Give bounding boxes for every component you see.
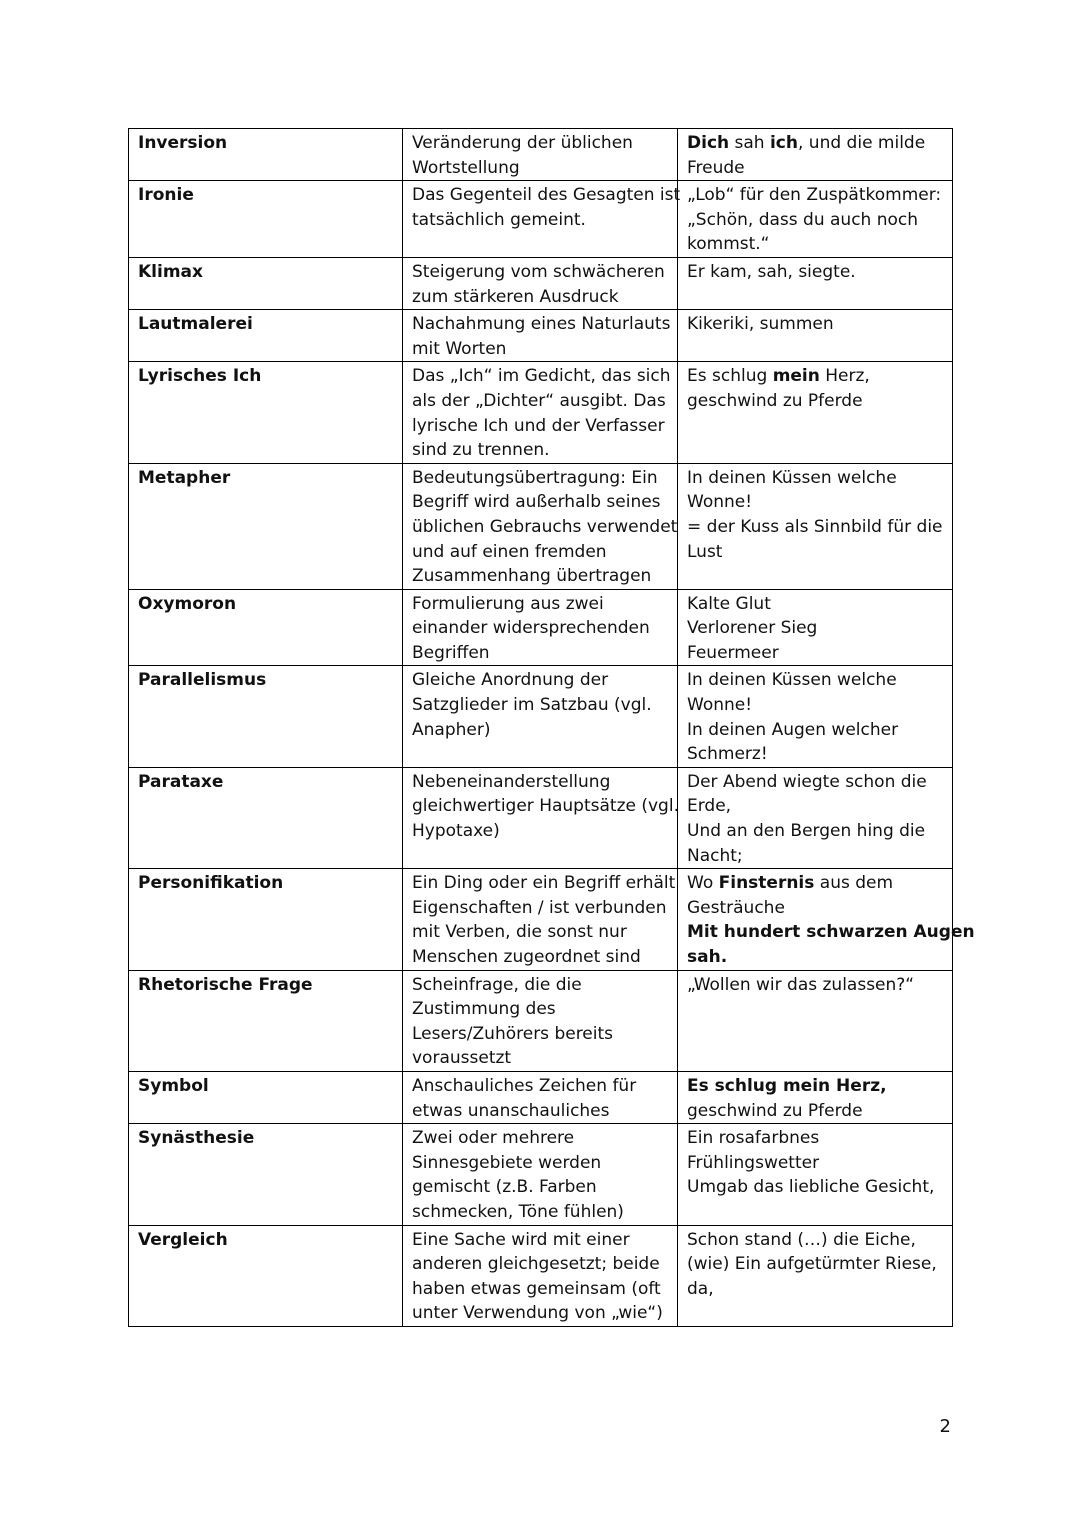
- example-text: Schmerz!: [687, 744, 768, 765]
- example-cell: [678, 463, 953, 589]
- definition-line: Begriffen: [412, 642, 490, 663]
- term-label: Oxymoron: [138, 593, 237, 614]
- example-text: In deinen Augen welcher: [687, 719, 899, 740]
- definition-line: Anapher): [412, 719, 491, 740]
- example-cell: [678, 869, 975, 970]
- example-emphasis: Es schlug mein Herz,: [687, 1075, 887, 1096]
- table-row: [129, 589, 953, 666]
- table-body: [129, 129, 975, 1327]
- definition-line: lyrische Ich und der Verfasser: [412, 415, 665, 436]
- rhetorical-devices-table: [128, 128, 975, 1327]
- example-cell: [678, 1071, 953, 1123]
- example-text: Es schlug: [687, 366, 773, 387]
- definition-line: voraussetzt: [412, 1048, 512, 1069]
- definition-line: tatsächlich gemeint.: [412, 209, 586, 230]
- definition-cell: [403, 1124, 678, 1225]
- term-label: Personifikation: [138, 873, 284, 894]
- definition-line: Veränderung der üblichen: [412, 133, 633, 153]
- table-row: [129, 1124, 953, 1225]
- example-text: geschwind zu Pferde: [687, 1100, 863, 1121]
- definition-cell: [403, 257, 678, 309]
- term-label: Inversion: [138, 133, 228, 153]
- example-cell: [678, 589, 953, 666]
- definition-line: Nachahmung eines Naturlauts: [412, 314, 671, 335]
- table-row: [129, 970, 953, 1071]
- example-text: Kalte Glut: [687, 593, 771, 614]
- definition-line: Wortstellung: [412, 157, 520, 178]
- example-text: Kikeriki, summen: [687, 314, 834, 335]
- definition-line: mit Verben, die sonst nur: [412, 922, 627, 943]
- definition-line: haben etwas gemeinsam (oft: [412, 1278, 661, 1299]
- example-cell: [678, 362, 953, 463]
- table-row: [129, 767, 953, 868]
- example-cell: [678, 181, 953, 258]
- example-text: Erde,: [687, 796, 732, 817]
- term-cell: [129, 310, 403, 362]
- definition-line: Das „Ich“ im Gedicht, das sich: [412, 366, 671, 387]
- example-line: [687, 364, 943, 389]
- definition-line: Zwei oder mehrere: [412, 1128, 575, 1149]
- definition-line: und auf einen fremden: [412, 541, 607, 562]
- example-line: [687, 945, 943, 970]
- definition-cell: [403, 463, 678, 589]
- example-line: [687, 871, 943, 896]
- example-line: [687, 260, 943, 285]
- definition-cell: [403, 589, 678, 666]
- definition-line: Eine Sache wird mit einer: [412, 1229, 630, 1250]
- definition-line: als der „Dichter“ ausgibt. Das: [412, 390, 666, 411]
- example-cell: [678, 257, 953, 309]
- example-line: [687, 973, 943, 998]
- term-label: Parallelismus: [138, 670, 267, 691]
- example-line: [687, 1151, 943, 1176]
- term-cell: [129, 1225, 403, 1326]
- definition-line: Nebeneinanderstellung: [412, 771, 611, 792]
- definition-line: Zustimmung des: [412, 999, 556, 1020]
- term-cell: [129, 869, 403, 970]
- definition-line: einander widersprechenden: [412, 618, 650, 639]
- term-label: Symbol: [138, 1075, 209, 1096]
- definition-line: Satzglieder im Satzbau (vgl.: [412, 695, 652, 716]
- example-text: In deinen Küssen welche: [687, 467, 897, 488]
- term-label: Parataxe: [138, 771, 224, 792]
- example-text: Der Abend wiegte schon die: [687, 771, 927, 792]
- example-text: „Schön, dass du auch noch: [687, 209, 919, 230]
- example-text: „Wollen wir das zulassen?“: [687, 974, 915, 995]
- example-line: [687, 1074, 943, 1099]
- example-text: Herz,: [819, 366, 870, 387]
- table-row: [129, 869, 953, 970]
- example-emphasis: Dich: [687, 133, 730, 153]
- example-text: kommst.“: [687, 234, 770, 255]
- definition-cell: [403, 129, 678, 181]
- example-text: sah: [729, 133, 770, 153]
- example-emphasis: Mit hundert schwarzen Augen: [687, 922, 975, 943]
- term-label: Metapher: [138, 467, 231, 488]
- example-line: [687, 920, 975, 945]
- definition-line: üblichen Gebrauchs verwendet: [412, 516, 678, 537]
- definition-line: unter Verwendung von „wie“): [412, 1303, 663, 1324]
- example-emphasis: sah.: [687, 947, 728, 967]
- example-line: [687, 1175, 943, 1200]
- example-cell: [678, 1124, 953, 1225]
- example-text: Verlorener Sieg: [687, 618, 818, 639]
- definition-line: Lesers/Zuhörers bereits: [412, 1023, 614, 1044]
- example-cell: [678, 1225, 953, 1326]
- example-line: [687, 1252, 943, 1277]
- definition-line: sind zu trennen.: [412, 440, 550, 461]
- definition-line: mit Worten: [412, 338, 507, 359]
- term-cell: [129, 362, 403, 463]
- example-line: [687, 183, 943, 208]
- definition-line: Eigenschaften / ist verbunden: [412, 897, 667, 918]
- example-line: [687, 515, 943, 540]
- example-line: [687, 896, 943, 921]
- definition-line: Bedeutungsübertragung: Ein: [412, 467, 658, 488]
- definition-line: Anschauliches Zeichen für: [412, 1075, 637, 1096]
- definition-line: Sinnesgebiete werden: [412, 1152, 602, 1173]
- definition-cell: [403, 181, 681, 258]
- example-line: [687, 208, 943, 233]
- table-row: [129, 463, 953, 589]
- example-line: [687, 770, 943, 795]
- definition-line: zum stärkeren Ausdruck: [412, 286, 619, 307]
- table-row: [129, 310, 953, 362]
- example-line: [687, 668, 943, 693]
- table-row: [129, 181, 953, 258]
- example-text: Wonne!: [687, 695, 753, 716]
- example-emphasis: Finsternis: [718, 873, 815, 894]
- definition-cell: [403, 310, 678, 362]
- example-line: [687, 718, 943, 743]
- term-cell: [129, 129, 403, 181]
- example-cell: [678, 970, 953, 1071]
- term-label: Lautmalerei: [138, 314, 253, 335]
- example-text: aus dem: [814, 873, 894, 894]
- example-line: [687, 693, 943, 718]
- definition-line: Zusammenhang übertragen: [412, 566, 652, 587]
- term-cell: [129, 463, 403, 589]
- table-row: [129, 257, 953, 309]
- example-text: Umgab das liebliche Gesicht,: [687, 1177, 935, 1198]
- example-text: Frühlingswetter: [687, 1152, 820, 1173]
- example-line: [687, 389, 943, 414]
- definition-cell: [403, 666, 678, 767]
- example-text: , und die milde: [798, 133, 926, 153]
- example-line: [687, 232, 943, 257]
- example-line: [687, 1277, 943, 1302]
- example-text: Wonne!: [687, 492, 753, 513]
- example-text: Ein rosafarbnes: [687, 1128, 820, 1149]
- example-cell: [678, 310, 953, 362]
- definition-cell: [403, 869, 678, 970]
- example-line: [687, 592, 943, 617]
- example-line: [687, 742, 943, 767]
- example-text: Feuermeer: [687, 642, 779, 663]
- definition-line: anderen gleichgesetzt; beide: [412, 1254, 660, 1275]
- term-cell: [129, 767, 403, 868]
- term-label: Ironie: [138, 185, 194, 206]
- term-label: Lyrisches Ich: [138, 366, 262, 387]
- example-line: [687, 819, 943, 844]
- example-line: [687, 1126, 943, 1151]
- term-label: Klimax: [138, 261, 203, 282]
- example-line: [687, 540, 943, 565]
- term-cell: [129, 1124, 403, 1225]
- example-line: [687, 312, 943, 337]
- table-row: [129, 362, 953, 463]
- example-cell: [678, 129, 953, 181]
- table-row: [129, 666, 953, 767]
- definition-line: Das Gegenteil des Gesagten ist: [412, 185, 681, 206]
- example-text: (wie) Ein aufgetürmter Riese,: [687, 1254, 937, 1275]
- example-line: [687, 794, 943, 819]
- term-label: Rhetorische Frage: [138, 974, 313, 995]
- example-text: Gesträuche: [687, 897, 785, 918]
- definition-line: schmecken, Töne fühlen): [412, 1201, 624, 1222]
- example-text: Freude: [687, 157, 745, 178]
- example-line: [687, 490, 943, 515]
- definition-line: Scheinfrage, die die: [412, 974, 582, 995]
- definition-cell: [403, 1225, 678, 1326]
- example-line: [687, 1099, 943, 1124]
- definition-cell: [403, 767, 678, 868]
- example-text: Und an den Bergen hing die: [687, 821, 926, 842]
- example-line: [687, 131, 943, 156]
- example-line: [687, 641, 943, 666]
- term-cell: [129, 181, 403, 258]
- term-label: Vergleich: [138, 1229, 228, 1250]
- table-row: [129, 1225, 953, 1326]
- example-text: Wo: [687, 873, 719, 894]
- term-cell: [129, 1071, 403, 1123]
- example-line: [687, 1228, 943, 1253]
- example-text: „Lob“ für den Zuspätkommer:: [687, 185, 942, 206]
- definition-line: gleichwertiger Hauptsätze (vgl.: [412, 796, 679, 817]
- example-text: Lust: [687, 541, 723, 562]
- example-text: Er kam, sah, siegte.: [687, 261, 856, 282]
- example-emphasis: mein: [772, 366, 820, 387]
- table-row: [129, 129, 953, 181]
- definition-line: Formulierung aus zwei: [412, 593, 604, 614]
- definition-line: Hypotaxe): [412, 821, 500, 842]
- term-cell: [129, 970, 403, 1071]
- example-text: Nacht;: [687, 845, 743, 866]
- example-text: da,: [687, 1278, 714, 1299]
- definition-line: Steigerung vom schwächeren: [412, 261, 665, 282]
- definition-line: Ein Ding oder ein Begriff erhält: [412, 873, 676, 894]
- example-emphasis: ich: [769, 133, 798, 153]
- example-text: = der Kuss als Sinnbild für die: [687, 516, 943, 537]
- term-cell: [129, 666, 403, 767]
- definition-cell: [403, 1071, 678, 1123]
- term-cell: [129, 589, 403, 666]
- example-line: [687, 616, 943, 641]
- example-text: geschwind zu Pferde: [687, 390, 863, 411]
- example-text: In deinen Küssen welche: [687, 670, 897, 691]
- example-line: [687, 466, 943, 491]
- example-cell: [678, 767, 953, 868]
- example-line: [687, 156, 943, 181]
- example-text: Schon stand (…) die Eiche,: [687, 1229, 916, 1250]
- definition-line: Gleiche Anordnung der: [412, 670, 609, 691]
- example-line: [687, 844, 943, 869]
- definition-line: etwas unanschauliches: [412, 1100, 610, 1121]
- definition-line: Menschen zugeordnet sind: [412, 947, 641, 967]
- definition-line: Begriff wird außerhalb seines: [412, 492, 661, 513]
- table-row: [129, 1071, 953, 1123]
- definition-line: gemischt (z.B. Farben: [412, 1177, 597, 1198]
- example-cell: [678, 666, 953, 767]
- definition-cell: [403, 362, 678, 463]
- term-cell: [129, 257, 403, 309]
- page-number: 2: [939, 1416, 951, 1437]
- definition-cell: [403, 970, 678, 1071]
- term-label: Synästhesie: [138, 1128, 255, 1149]
